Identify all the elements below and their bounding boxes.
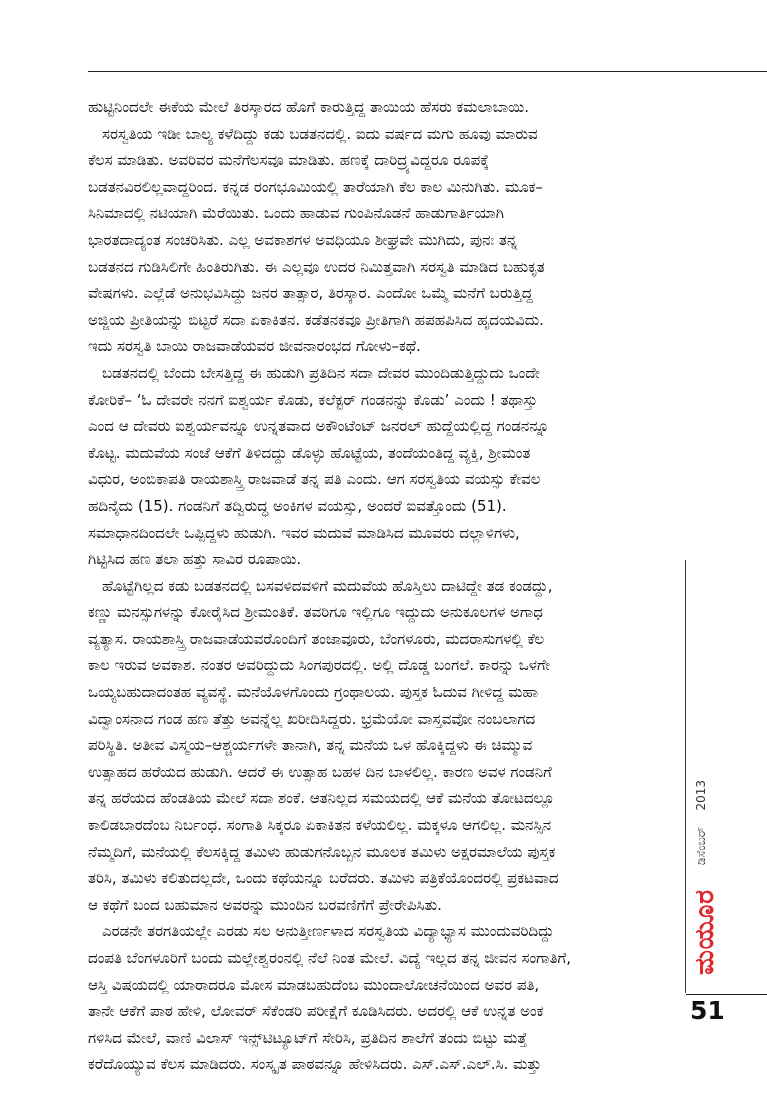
- text-line: ತರಿಸಿ, ತಮಿಳು ಕಲಿತುದಲ್ಲದೇ, ಒಂದು ಕಥೆಯನ್ನೂ ಬರೆದರು. ತಮಿಳು ಪತ್ರಿಕೆಯೊಂದರಲ್ಲಿ ಪ್ರಕಟವಾದ: [88, 869, 559, 888]
- text-line: ಸಮಾಧಾನದಿಂದಲೇ ಒಪ್ಪಿದ್ದಳು ಹುಡುಗಿ. ಇವರ ಮದುವೆ ಮಾಡಿಸಿದ ಮೂವರು ದಲ್ಲಾಳಿಗಳು,: [88, 523, 520, 542]
- text-line: ತನ್ನ ಹರೆಯದ ಹೆಂಡತಿಯ ಮೇಲೆ ಸದಾ ಶಂಕೆ. ಆತನಿಲ್ಲದ ಸಮಯದಲ್ಲಿ ಆಕೆ ಮನೆಯ ತೋಟದಲ್ಲೂ: [88, 789, 555, 808]
- text-line: ಬಡತನವಿರಲಿಲ್ಲವಾದ್ದರಿಂದ. ಕನ್ನಡ ರಂಗಭೂಮಿಯಲ್ಲಿ ತಾರೆಯಾಗಿ ಕೆಲ ಕಾಲ ಮಿನುಗಿತು. ಮೂಕ–: [88, 177, 543, 196]
- text-line: ಕೋರಿಕೆ– ‘ಓ ದೇವರೇ ನನಗೆ ಐಶ್ವರ್ಯ ಕೊಡು, ಕಲೆಕ್ಟರ್ ಗಂಡನನ್ನು ಕೊಡು’ ಎಂದು ! ತಥಾಸ್ತು: [88, 390, 538, 409]
- text-line: ಕಾಲ ಇರುವ ಅವಕಾಶ. ನಂತರ ಅವರಿದ್ದುದು ಸಿಂಗಪುರದಲ್ಲಿ. ಅಲ್ಲಿ ದೊಡ್ಡ ಬಂಗಲೆ. ಕಾರನ್ನು ಒಳಗೇ: [88, 656, 551, 675]
- text-line: ಭಾರತದಾದ್ಯಂತ ಸಂಚರಿಸಿತು. ಎಲ್ಲ ಅವಕಾಶಗಳ ಅವಧಿಯೂ ಶೀಘ್ರವೇ ಮುಗಿದು, ಪುನಃ ತನ್ನ: [88, 230, 518, 249]
- text-line: ಕೊಟ್ಟ. ಮದುವೆಯ ಸಂಜೆ ಆಕೆಗೆ ತಿಳಿದದ್ದು ಡೊಳ್ಳು ಹೊಟ್ಟೆಯ, ತಂದೆಯಂತಿದ್ದ ವ್ಯಕ್ತಿ, ಶ್ರೀಮಂತ: [88, 443, 531, 462]
- page-number: 51: [690, 996, 725, 1025]
- header-rule: [88, 71, 767, 72]
- text-line: ಇದು ಸರಸ್ವತಿ ಬಾಯಿ ರಾಜವಾಡೆಯವರ ಜೀವನಾರಂಭದ ಗೋಳು–ಕಥೆ.: [88, 337, 421, 356]
- text-line: ಉತ್ಸಾಹದ ಹರೆಯದ ಹುಡುಗಿ. ಆದರೆ ಈ ಉತ್ಸಾಹ ಬಹಳ ದಿನ ಬಾಳಲಿಲ್ಲ. ಕಾರಣ ಅವಳ ಗಂಡನಿಗೆ: [88, 762, 552, 781]
- text-line: ಕರೆದೊಯ್ಯುವ ಕೆಲಸ ಮಾಡಿದರು. ಸಂಸ್ಕೃತ ಪಾಠವನ್ನೂ ಹೇಳಿಸಿದರು. ಎಸ್.ಎಸ್.ಎಲ್.ಸಿ. ಮತ್ತು: [88, 1055, 542, 1074]
- magazine-logo-text: ಮಯೂರ: [690, 889, 720, 975]
- text-line: ಹುಟ್ಟಿನಿಂದಲೇ ಈಕೆಯ ಮೇಲೆ ತಿರಸ್ಕಾರದ ಹೊಗೆ ಕಾರುತ್ತಿದ್ದ ತಾಯಿಯ ಹೆಸರು ಕಮಲಾಬಾಯಿ.: [88, 98, 530, 116]
- text-line: ಹೊಟ್ಟೆಗಿಲ್ಲದ ಕಡು ಬಡತನದಲ್ಲಿ ಬಸವಳಿದವಳಿಗೆ ಮದುವೆಯ ಹೊಸ್ತಿಲು ದಾಟಿದ್ದೇ ತಡ ಕಂಡದ್ದು,: [102, 576, 553, 595]
- text-line: ಸರಸ್ವತಿಯ ಇಡೀ ಬಾಲ್ಯ ಕಳೆದಿದ್ದು ಕಡು ಬಡತನದಲ್ಲಿ. ಐದು ವರ್ಷದ ಮಗು ಹೂವು ಮಾರುವ: [102, 124, 538, 143]
- text-line: ದಂಪತಿ ಬೆಂಗಳೂರಿಗೆ ಬಂದು ಮಲ್ಲೇಶ್ವರಂನಲ್ಲಿ ನೆಲೆ ನಿಂತ ಮೇಲೆ. ವಿದ್ಯೆ ಇಲ್ಲದ ತನ್ನ ಜೀವನ ಸಂಗಾತಿಗೆ,: [88, 949, 572, 967]
- text-line: ಬಡತನದ ಗುಡಿಸಿಲಿಗೇ ಹಿಂತಿರುಗಿತು. ಈ ಎಲ್ಲವೂ ಉದರ ನಿಮಿತ್ತವಾಗಿ ಸರಸ್ವತಿ ಮಾಡಿದ ಬಹುಕೃತ: [88, 257, 545, 276]
- magazine-logo: [690, 874, 720, 990]
- paragraph: [88, 94, 680, 121]
- text-line: ಎರಡನೇ ತರಗತಿಯಲ್ಲೇ ಎರಡು ಸಲ ಅನುತ್ತೀರ್ಣಳಾದ ಸರಸ್ವತಿಯ ವಿದ್ಯಾಭ್ಯಾಸ ಮುಂದುವರಿದಿದ್ದು: [102, 922, 554, 941]
- text-line: ಗಳಿಸಿದ ಮೇಲೆ, ವಾಣಿ ವಿಲಾಸ್ ಇನ್ಸ್‌ಟಿಟ್ಯೂಟ್‌ಗೆ ಸೇರಿಸಿ, ಪ್ರತಿದಿನ ಶಾಲೆಗೆ ತಂದು ಬಿಟ್ಟು ಮತ್ತೆ: [88, 1028, 528, 1047]
- text-line: ವೇಷಗಳು. ಎಲ್ಲೆಡೆ ಅನುಭವಿಸಿದ್ದು ಜನರ ತಾತ್ಸಾರ, ತಿರಸ್ಕಾರ. ಎಂದೋ ಒಮ್ಮೆ ಮನೆಗೆ ಬರುತ್ತಿದ್ದ: [88, 284, 533, 303]
- text-line: ಅಜ್ಜಿಯ ಪ್ರೀತಿಯನ್ನು ಬಿಟ್ಟರೆ ಸದಾ ಏಕಾಕಿತನ. ಕಡೆತನಕವೂ ಪ್ರೀತಿಗಾಗಿ ಹಪಹಪಿಸಿದ ಹೃದಯವಿದು.: [88, 310, 544, 329]
- text-line: ಕಾಲಿಡಬಾರದೆಂಬ ನಿರ್ಬಂಧ. ಸಂಗಾತಿ ಸಿಕ್ಕರೂ ಏಕಾಕಿತನ ಕಳೆಯಲಿಲ್ಲ. ಮಕ್ಕಳೂ ಆಗಲಿಲ್ಲ. ಮನಸ್ಸಿನ: [88, 816, 552, 835]
- paragraph: [88, 918, 680, 1078]
- sidebar-rule: [685, 560, 686, 993]
- text-line: ಒಯ್ಯಬಹುದಾದಂತಹ ವ್ಯವಸ್ಥೆ. ಮನೆಯೊಳಗೊಂದು ಗ್ರಂಥಾಲಯ. ಪುಸ್ತಕ ಓದುವ ಗೀಳಿದ್ದ ಮಹಾ: [88, 683, 539, 702]
- text-line: ವ್ಯತ್ಯಾಸ. ರಾಯಶಾಸ್ತ್ರಿ ರಾಜವಾಡೆಯವರೊಂದಿಗೆ ತಂಜಾವೂರು, ಬೆಂಗಳೂರು, ಮದರಾಸುಗಳಲ್ಲಿ ಕೆಲ: [88, 629, 545, 648]
- issue-year: 2013: [694, 780, 708, 811]
- text-line: ಎಂದ ಆ ದೇವರು ಐಶ್ವರ್ಯವನ್ನೂ ಉನ್ನತವಾದ ಅಕೌಂಟೆಂಟ್ ಜನರಲ್ ಹುದ್ದೆಯಲ್ಲಿದ್ದ ಗಂಡನನ್ನೂ: [88, 417, 550, 436]
- text-line: ಗಿಟ್ಟಿಸಿದ ಹಣ ತಲಾ ಹತ್ತು ಸಾವಿರ ರೂಪಾಯಿ.: [88, 550, 302, 569]
- text-line: ಕೆಲಸ ಮಾಡಿತು. ಅವರಿವರ ಮನೆಗೆಲಸವೂ ಮಾಡಿತು. ಹಣಕ್ಕೆ ದಾರಿದ್ರ್ಯವಿದ್ದರೂ ರೂಪಕ್ಕೆ: [88, 151, 490, 170]
- issue-month: ಡಿಸೆಂಬರ್: [694, 827, 708, 866]
- text-line: ಆಸ್ತಿ ವಿಷಯದಲ್ಲಿ ಯಾರಾದರೂ ಮೋಸ ಮಾಡಬಹುದೆಂಬ ಮುಂದಾಲೋಚನೆಯಿಂದ ಅವರ ಪತಿ,: [88, 975, 540, 994]
- text-line: ಪರಿಸ್ಥಿತಿ. ಅತೀವ ವಿಸ್ಮಯ–ಆಶ್ಚರ್ಯಗಳೇ ತಾನಾಗಿ, ತನ್ನ ಮನೆಯ ಒಳ ಹೊಕ್ಕಿದ್ದಳು ಈ ಚಿಮ್ಮುವ: [88, 736, 533, 755]
- paragraph: [88, 121, 680, 360]
- text-line: ಹದಿನೈದು (15). ಗಂಡನಿಗೆ ತದ್ವಿರುದ್ಧ ಅಂಕಿಗಳ ವಯಸ್ಸು, ಅಂದರೆ ಐವತ್ತೊಂದು (51).: [88, 496, 507, 515]
- text-line: ತಾನೇ ಆಕೆಗೆ ಪಾಠ ಹೇಳಿ, ಲೋವರ್ ಸೆಕೆಂಡರಿ ಪರೀಕ್ಷೆಗೆ ಕೂಡಿಸಿದರು. ಅದರಲ್ಲಿ ಆಕೆ ಉನ್ನತ ಅಂಕ: [88, 1002, 544, 1021]
- text-line: ಕಣ್ಣು ಮನಸ್ಸುಗಳನ್ನು ಕೋರೈಸಿದ ಶ್ರೀಮಂತಿಕೆ. ತವರಿಗೂ ಇಲ್ಲಿಗೂ ಇದ್ದುದು ಅನುಕೂಲಗಳ ಅಗಾಧ: [88, 603, 543, 622]
- text-line: ವಿಧುರ, ಅಂಬಿಕಾಪತಿ ರಾಯಶಾಸ್ತ್ರಿ ರಾಜವಾಡೆ ತನ್ನ ಪತಿ ಎಂದು. ಆಗ ಸರಸ್ವತಿಯ ವಯಸ್ಸು ಕೇವಲ: [88, 470, 541, 489]
- text-line: ವಿದ್ವಾಂಸನಾದ ಗಂಡ ಹಣ ತೆತ್ತು ಅವನ್ನೆಲ್ಲ ಖರೀದಿಸಿದ್ದರು. ಭ್ರಮೆಯೋ ವಾಸ್ತವವೋ ನಂಬಲಾಗದ: [88, 709, 536, 728]
- text-line: ಆ ಕಥೆಗೆ ಬಂದ ಬಹುಮಾನ ಅವರನ್ನು ಮುಂದಿನ ಬರವಣಿಗೆಗೆ ಪ್ರೇರೇಪಿಸಿತು.: [88, 895, 442, 914]
- footer-rule: [686, 994, 767, 995]
- text-line: ಬಡತನದಲ್ಲಿ ಬೆಂದು ಬೇಸತ್ತಿದ್ದ ಈ ಹುಡುಗಿ ಪ್ರತಿದಿನ ಸದಾ ದೇವರ ಮುಂದಿಡುತ್ತಿದ್ದುದು ಒಂದೇ: [102, 363, 540, 382]
- text-line: ಸಿನಿಮಾದಲ್ಲಿ ನಟಿಯಾಗಿ ಮೆರೆಯಿತು. ಒಂದು ಹಾಡುವ ಗುಂಪಿನೊಡನೆ ಹಾಡುಗಾರ್ತಿಯಾಗಿ: [88, 204, 504, 223]
- text-line: ನೆಮ್ಮದಿಗೆ, ಮನೆಯಲ್ಲಿ ಕೆಲಸಕ್ಕಿದ್ದ ತಮಿಳು ಹುಡುಗನೊಬ್ಬನ ಮೂಲಕ ತಮಿಳು ಅಕ್ಷರಮಾಲೆಯ ಪುಸ್ತಕ: [88, 842, 556, 861]
- paragraph: [88, 573, 680, 919]
- article-body: [88, 94, 680, 1078]
- paragraph: [88, 360, 680, 573]
